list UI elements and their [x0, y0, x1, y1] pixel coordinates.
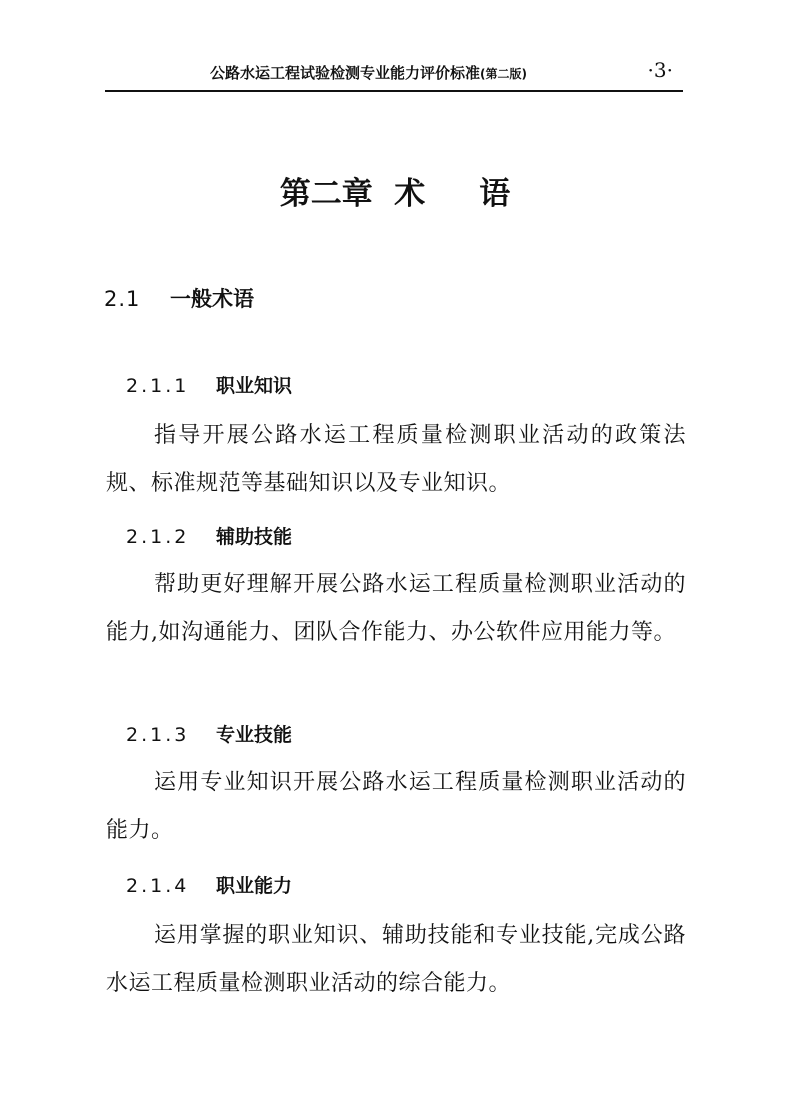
term-number: 2.1.2 — [126, 526, 190, 548]
term-number: 2.1.4 — [126, 875, 190, 897]
term-heading — [126, 371, 292, 398]
running-header-edition: (第二版) — [480, 67, 527, 81]
section-title: 一般术语 — [170, 287, 254, 311]
term-heading — [126, 522, 292, 549]
term-title: 职业知识 — [216, 375, 293, 397]
term-title: 专业技能 — [216, 724, 293, 746]
running-header — [105, 58, 685, 88]
section-heading — [104, 283, 254, 313]
term-definition: 运用专业知识开展公路水运工程质量检测职业活动的能力。 — [106, 770, 686, 843]
term-heading — [126, 720, 292, 747]
term-heading — [126, 871, 292, 898]
term-number: 2.1.3 — [126, 724, 190, 746]
term-title: 职业能力 — [216, 875, 293, 897]
running-header-title — [210, 62, 527, 83]
section-number: 2.1 — [104, 287, 141, 311]
term-definition: 运用掌握的职业知识、辅助技能和专业技能,完成公路水运工程质量检测职业活动的综合能力。 — [106, 923, 686, 996]
term-definition: 指导开展公路水运工程质量检测职业活动的政策法规、标准规范等基础知识以及专业知识。 — [106, 423, 686, 496]
page-number: ·3· — [647, 58, 673, 82]
chapter-title: 第二章 术 语 — [279, 176, 511, 212]
running-header-title-text: 公路水运工程试验检测专业能力评价标准 — [210, 64, 481, 82]
term-title: 辅助技能 — [216, 526, 293, 548]
term-number: 2.1.1 — [126, 375, 190, 397]
header-rule — [105, 90, 683, 92]
term-definition: 帮助更好理解开展公路水运工程质量检测职业活动的能力,如沟通能力、团队合作能力、办公软件应用能力等。 — [106, 572, 686, 645]
